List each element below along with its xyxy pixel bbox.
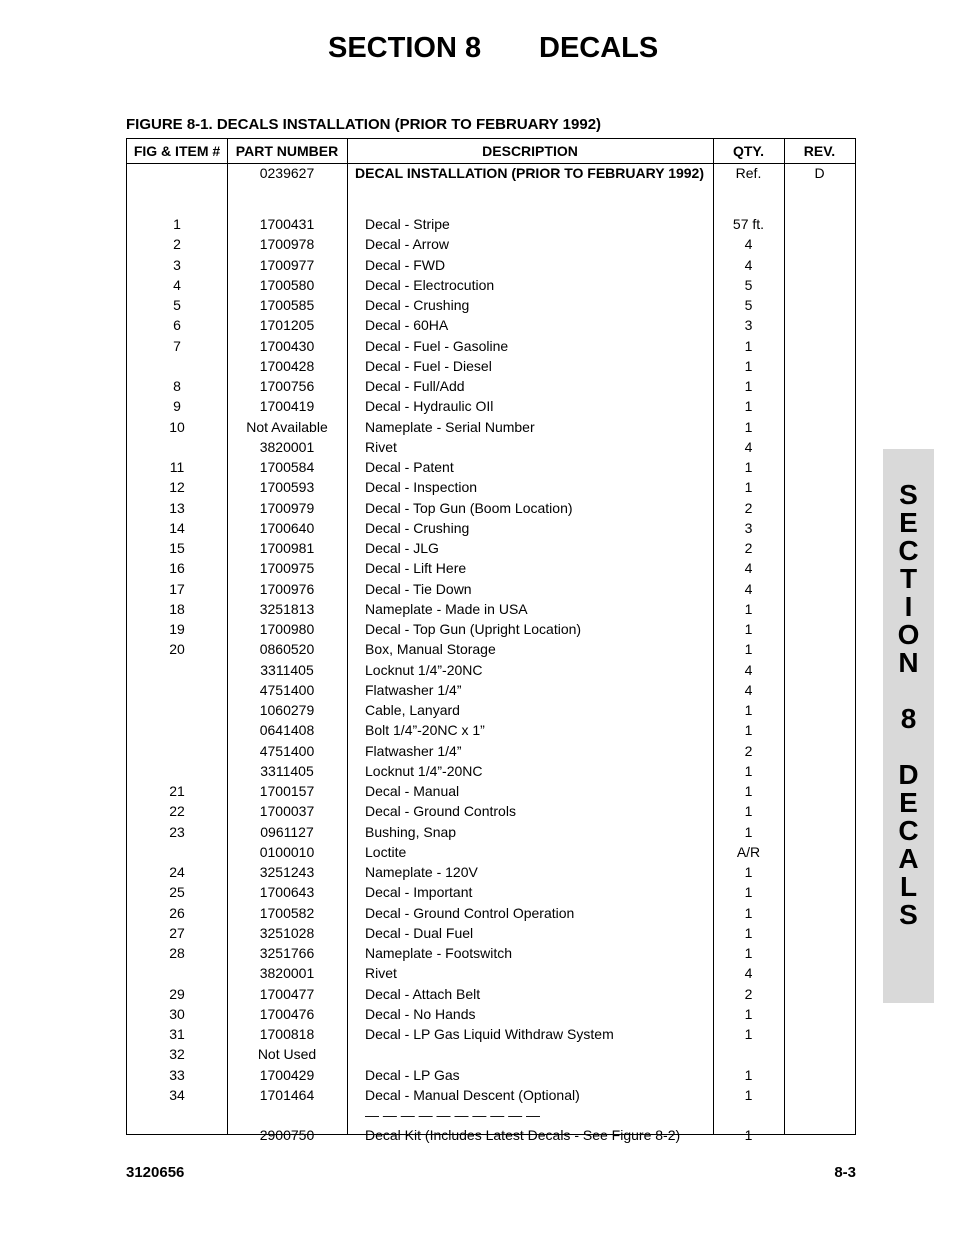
description-cell: Nameplate - 120V bbox=[365, 864, 478, 880]
fig-item-cell: 27 bbox=[169, 924, 185, 941]
part-number-cell: 4751400 bbox=[259, 681, 315, 698]
part-number-cell: 1700585 bbox=[259, 297, 315, 313]
qty-cell: 1 bbox=[744, 823, 753, 840]
part-number-cell: 1700975 bbox=[259, 560, 315, 577]
column-header-description: DESCRIPTION bbox=[482, 143, 578, 159]
part-number-cell: 1700582 bbox=[259, 904, 315, 921]
column-header-rev: REV. bbox=[803, 143, 836, 159]
table-row bbox=[127, 741, 855, 761]
fig-item-cell: 29 bbox=[169, 985, 185, 1002]
table-row bbox=[127, 518, 855, 538]
part-number-cell: 1700477 bbox=[259, 985, 315, 1002]
fig-item-cell: 1 bbox=[173, 216, 181, 232]
table-row bbox=[127, 862, 855, 882]
part-number-cell: 1700037 bbox=[259, 803, 315, 820]
fig-item-cell: 23 bbox=[169, 823, 185, 840]
part-number-cell: 4751400 bbox=[259, 742, 315, 759]
description-cell: Decal - Important bbox=[365, 884, 473, 901]
side-tab-letter: T bbox=[899, 563, 918, 594]
description-cell: Flatwasher 1/4” bbox=[365, 742, 462, 759]
description-cell: Flatwasher 1/4” bbox=[365, 681, 462, 698]
qty-cell: 1 bbox=[744, 378, 753, 394]
section-name: DECALS bbox=[539, 32, 659, 64]
qty-cell: 1 bbox=[744, 803, 753, 820]
side-tab-letter: A bbox=[898, 843, 919, 874]
part-number-cell: 1700428 bbox=[259, 357, 315, 374]
table-row bbox=[127, 882, 855, 902]
side-tab-letter: N bbox=[898, 647, 919, 678]
table-row bbox=[127, 680, 855, 700]
part-number-cell: 0961127 bbox=[260, 823, 314, 840]
table-row bbox=[127, 781, 855, 801]
part-number-cell: 0860520 bbox=[259, 641, 315, 658]
side-tab-letter: O bbox=[897, 619, 920, 650]
table-row bbox=[127, 700, 855, 720]
fig-item-cell: 3 bbox=[173, 256, 181, 273]
description-cell: Decal - Manual Descent (Optional) bbox=[365, 1086, 580, 1103]
description-cell: Decal - 60HA bbox=[365, 317, 449, 334]
part-number-cell: 1700977 bbox=[259, 256, 315, 273]
fig-item-cell: 7 bbox=[173, 337, 181, 354]
side-tab-letter: S bbox=[899, 479, 918, 510]
description-cell: Cable, Lanyard bbox=[365, 702, 460, 718]
table-row bbox=[127, 1044, 855, 1064]
fig-item-cell: 30 bbox=[169, 1005, 185, 1022]
fig-item-cell: 11 bbox=[169, 459, 185, 475]
description-cell: Decal - Fuel - Gasoline bbox=[365, 337, 509, 354]
description-cell: Decal - Ground Controls bbox=[365, 803, 516, 820]
table-row bbox=[127, 163, 855, 183]
qty-cell: A/R bbox=[736, 843, 761, 860]
fig-item-cell: 10 bbox=[169, 418, 185, 435]
fig-item-cell: 15 bbox=[169, 540, 185, 556]
part-number-cell: 1700476 bbox=[259, 1005, 315, 1022]
part-number-cell: 3251766 bbox=[259, 945, 315, 961]
table-row bbox=[127, 619, 855, 639]
description-cell: Locknut 1/4”-20NC bbox=[365, 661, 483, 678]
qty-cell: 2 bbox=[744, 499, 753, 516]
part-number-cell: 3251028 bbox=[259, 924, 315, 941]
side-tab-letter: L bbox=[899, 871, 918, 902]
fig-item-cell: 28 bbox=[169, 945, 185, 961]
part-number-cell: 1700756 bbox=[259, 378, 315, 394]
fig-item-cell: 24 bbox=[169, 864, 185, 880]
description-cell: Decal - Crushing bbox=[365, 297, 470, 313]
table-row bbox=[127, 457, 855, 477]
part-number-cell: 1700643 bbox=[259, 884, 315, 901]
part-number-cell: 3311405 bbox=[260, 762, 314, 779]
page-number: 8-3 bbox=[834, 1164, 856, 1181]
table-row bbox=[127, 396, 855, 416]
qty-cell: 1 bbox=[744, 418, 753, 435]
part-number-cell: 1700580 bbox=[259, 276, 315, 293]
table-row bbox=[127, 579, 855, 599]
qty-cell: 1 bbox=[744, 600, 753, 617]
qty-cell: 1 bbox=[744, 884, 753, 901]
column-header-fig: FIG & ITEM # bbox=[133, 143, 221, 159]
side-tab-letter: I bbox=[904, 591, 913, 622]
fig-item-cell: 14 bbox=[169, 519, 185, 536]
part-number-cell: 1700430 bbox=[259, 337, 315, 354]
part-number-cell: 1700979 bbox=[259, 499, 315, 516]
description-cell: Nameplate - Footswitch bbox=[365, 945, 513, 961]
qty-cell: 1 bbox=[744, 945, 753, 961]
fig-item-cell: 22 bbox=[169, 803, 185, 820]
part-number-cell: 1700593 bbox=[259, 479, 315, 496]
description-cell: Decal - Stripe bbox=[365, 216, 450, 232]
qty-cell: 1 bbox=[744, 722, 753, 739]
fig-item-cell: 25 bbox=[169, 884, 185, 901]
description-cell: Decal - Hydraulic OIl bbox=[365, 398, 494, 415]
description-cell: DECAL INSTALLATION (PRIOR TO FEBRUARY 1992) bbox=[355, 165, 704, 181]
description-cell: Decal - Tie Down bbox=[365, 580, 472, 597]
description-cell: Decal - Top Gun (Boom Location) bbox=[365, 499, 573, 516]
qty-cell: 1 bbox=[744, 904, 753, 921]
qty-cell: 1 bbox=[744, 702, 753, 718]
description-cell: Loctite bbox=[365, 843, 407, 860]
side-tab-letter: C bbox=[898, 815, 919, 846]
table-row bbox=[127, 761, 855, 781]
part-number-cell: 2900750 bbox=[259, 1127, 315, 1144]
qty-cell: 1 bbox=[744, 1127, 753, 1144]
fig-item-cell: 6 bbox=[173, 317, 181, 334]
table-row bbox=[127, 376, 855, 396]
description-cell: Decal - Ground Control Operation bbox=[365, 904, 575, 921]
table-row bbox=[127, 1085, 855, 1105]
part-number-cell: 1700584 bbox=[259, 459, 315, 475]
description-cell: Bushing, Snap bbox=[365, 823, 457, 840]
table-row bbox=[127, 1105, 855, 1125]
part-number-cell: 1700640 bbox=[259, 519, 315, 536]
table-row bbox=[127, 275, 855, 295]
table-row bbox=[127, 1024, 855, 1044]
section-number: SECTION 8 bbox=[328, 32, 482, 64]
part-number-cell: 1701205 bbox=[259, 317, 315, 334]
table-row bbox=[127, 984, 855, 1004]
part-number-cell: 1700981 bbox=[259, 540, 315, 556]
description-cell: — — — — — — — — — — bbox=[365, 1107, 541, 1123]
part-number-cell: 1060279 bbox=[259, 702, 315, 718]
qty-cell: 1 bbox=[744, 1066, 753, 1083]
qty-cell: 1 bbox=[744, 357, 753, 374]
qty-cell: 1 bbox=[744, 337, 753, 354]
part-number-cell: 3820001 bbox=[259, 438, 315, 455]
description-cell: Decal - Inspection bbox=[365, 479, 478, 496]
document-number: 3120656 bbox=[126, 1164, 185, 1181]
parts-table bbox=[126, 138, 856, 1144]
qty-cell: 2 bbox=[744, 742, 753, 759]
table-row bbox=[127, 599, 855, 619]
table-row bbox=[127, 538, 855, 558]
table-row bbox=[127, 923, 855, 943]
description-cell: Box, Manual Storage bbox=[365, 641, 496, 658]
table-row bbox=[127, 903, 855, 923]
table-row bbox=[127, 842, 855, 862]
fig-item-cell: 8 bbox=[173, 378, 181, 394]
part-number-cell: 3311405 bbox=[260, 661, 314, 678]
description-cell: Decal - JLG bbox=[365, 540, 439, 556]
qty-cell: 4 bbox=[744, 580, 753, 597]
qty-cell: 3 bbox=[744, 519, 753, 536]
qty-cell: 1 bbox=[744, 459, 753, 475]
qty-cell: 1 bbox=[744, 641, 753, 658]
fig-item-cell: 34 bbox=[169, 1086, 185, 1103]
qty-cell: 1 bbox=[744, 1086, 753, 1103]
fig-item-cell: 9 bbox=[173, 398, 181, 415]
table-row bbox=[127, 1065, 855, 1085]
part-number-cell: 0641408 bbox=[259, 722, 315, 739]
part-number-cell: 1700419 bbox=[259, 398, 315, 415]
part-number-cell: 1700429 bbox=[259, 1066, 315, 1083]
qty-cell: 1 bbox=[744, 1026, 753, 1042]
qty-cell: 1 bbox=[744, 762, 753, 779]
fig-item-cell: 18 bbox=[169, 600, 185, 617]
side-tab-text bbox=[883, 481, 934, 929]
side-tab-letter: E bbox=[899, 507, 918, 538]
part-number-cell: 3820001 bbox=[259, 965, 315, 982]
description-cell: Nameplate - Serial Number bbox=[365, 418, 535, 435]
table-row bbox=[127, 720, 855, 740]
table-row bbox=[127, 417, 855, 437]
qty-cell: 4 bbox=[744, 965, 753, 982]
table-row bbox=[127, 963, 855, 983]
qty-cell: 3 bbox=[744, 317, 753, 334]
description-cell: Decal - Arrow bbox=[365, 236, 450, 253]
qty-cell: 2 bbox=[744, 540, 753, 556]
part-number-cell: 1700976 bbox=[259, 580, 315, 597]
section-side-tab bbox=[883, 449, 934, 1003]
qty-cell: 5 bbox=[744, 276, 753, 293]
qty-cell: 4 bbox=[744, 236, 753, 253]
fig-item-cell: 16 bbox=[169, 560, 185, 577]
description-cell: Decal - No Hands bbox=[365, 1005, 476, 1022]
fig-item-cell: 20 bbox=[169, 641, 185, 658]
qty-cell: 4 bbox=[744, 560, 753, 577]
fig-item-cell: 19 bbox=[169, 621, 185, 637]
part-number-cell: 3251243 bbox=[259, 864, 315, 880]
table-row bbox=[127, 315, 855, 335]
rev-cell: D bbox=[814, 165, 825, 181]
description-cell: Decal - Full/Add bbox=[365, 378, 465, 394]
table-row bbox=[127, 295, 855, 315]
description-cell: Decal - FWD bbox=[365, 256, 446, 273]
qty-cell: 1 bbox=[744, 924, 753, 941]
table-row bbox=[127, 1004, 855, 1024]
part-number-cell: 1700818 bbox=[259, 1026, 315, 1042]
qty-cell: 57 ft. bbox=[732, 216, 765, 232]
part-number-cell: 1700978 bbox=[259, 236, 315, 253]
description-cell: Locknut 1/4”-20NC bbox=[365, 762, 483, 779]
table-row bbox=[127, 477, 855, 497]
table-row bbox=[127, 234, 855, 254]
description-cell: Decal - Lift Here bbox=[365, 560, 467, 577]
fig-item-cell: 4 bbox=[173, 276, 181, 293]
qty-cell: 4 bbox=[744, 661, 753, 678]
table-row bbox=[127, 822, 855, 842]
table-row bbox=[127, 801, 855, 821]
qty-cell: 2 bbox=[744, 985, 753, 1002]
description-cell: Decal - LP Gas Liquid Withdraw System bbox=[365, 1026, 614, 1042]
fig-item-cell: 26 bbox=[169, 904, 185, 921]
part-number-cell: Not Available bbox=[246, 418, 328, 435]
fig-item-cell: 13 bbox=[169, 499, 185, 516]
table-row bbox=[127, 214, 855, 234]
table-row bbox=[127, 558, 855, 578]
description-cell: Rivet bbox=[365, 438, 397, 455]
side-tab-gap bbox=[883, 733, 934, 761]
fig-item-cell: 21 bbox=[169, 783, 185, 799]
fig-item-cell: 33 bbox=[169, 1066, 185, 1083]
part-number-cell: 0100010 bbox=[259, 843, 315, 860]
table-row bbox=[127, 1125, 855, 1145]
side-tab-letter: 8 bbox=[900, 703, 917, 734]
description-cell: Decal - Electrocution bbox=[365, 276, 495, 293]
fig-item-cell: 2 bbox=[173, 236, 181, 253]
part-number-cell: 3251813 bbox=[259, 600, 315, 617]
description-cell: Decal - Dual Fuel bbox=[365, 924, 474, 941]
qty-cell: Ref. bbox=[735, 165, 762, 181]
description-cell: Decal - Attach Belt bbox=[365, 985, 481, 1002]
table-row bbox=[127, 498, 855, 518]
table-row bbox=[127, 255, 855, 275]
qty-cell: 1 bbox=[744, 783, 753, 799]
fig-item-cell: 12 bbox=[169, 479, 185, 496]
qty-cell: 4 bbox=[744, 438, 753, 455]
part-number-cell: Not Used bbox=[257, 1046, 317, 1063]
table-row bbox=[127, 437, 855, 457]
table-row bbox=[127, 356, 855, 376]
description-cell: Decal - Manual bbox=[365, 783, 460, 799]
side-tab-letter: S bbox=[899, 899, 918, 930]
side-tab-letter: D bbox=[898, 759, 919, 790]
qty-cell: 1 bbox=[744, 621, 753, 637]
description-cell: Decal - LP Gas bbox=[365, 1066, 460, 1083]
qty-cell: 4 bbox=[744, 256, 753, 273]
side-tab-letter: E bbox=[899, 787, 918, 818]
part-number-cell: 1700157 bbox=[259, 783, 315, 799]
fig-item-cell: 31 bbox=[169, 1026, 185, 1042]
part-number-cell: 1701464 bbox=[259, 1086, 315, 1103]
description-cell: Decal - Top Gun (Upright Location) bbox=[365, 621, 582, 637]
qty-cell: 5 bbox=[744, 297, 753, 313]
side-tab-gap bbox=[883, 677, 934, 705]
part-number-cell: 0239627 bbox=[259, 165, 315, 181]
description-cell: Decal - Crushing bbox=[365, 519, 470, 536]
part-number-cell: 1700431 bbox=[259, 216, 315, 232]
description-cell: Bolt 1/4”-20NC x 1” bbox=[365, 722, 485, 739]
side-tab-letter: C bbox=[898, 535, 919, 566]
column-header-qty: QTY. bbox=[732, 143, 765, 159]
table-row bbox=[127, 336, 855, 356]
table-row bbox=[127, 943, 855, 963]
description-cell: Decal - Fuel - Diesel bbox=[365, 357, 492, 374]
part-number-cell: 1700980 bbox=[259, 621, 315, 637]
fig-item-cell: 17 bbox=[169, 580, 185, 597]
qty-cell: 1 bbox=[744, 1005, 753, 1022]
table-row bbox=[127, 639, 855, 659]
description-cell: Rivet bbox=[365, 965, 397, 982]
qty-cell: 4 bbox=[744, 681, 753, 698]
fig-item-cell: 5 bbox=[173, 297, 181, 313]
qty-cell: 1 bbox=[744, 864, 753, 880]
figure-title: FIGURE 8-1. DECALS INSTALLATION (PRIOR TO FEBRUARY 1992) bbox=[126, 116, 602, 133]
column-header-part: PART NUMBER bbox=[235, 143, 339, 159]
description-cell: Nameplate - Made in USA bbox=[365, 600, 528, 617]
table-row bbox=[127, 660, 855, 680]
description-cell: Decal - Patent bbox=[365, 459, 454, 475]
qty-cell: 1 bbox=[744, 398, 753, 415]
qty-cell: 1 bbox=[744, 479, 753, 496]
fig-item-cell: 32 bbox=[169, 1046, 185, 1063]
description-cell: Decal Kit (Includes Latest Decals - See Figure 8-2) bbox=[365, 1127, 681, 1144]
section-title bbox=[0, 32, 954, 72]
